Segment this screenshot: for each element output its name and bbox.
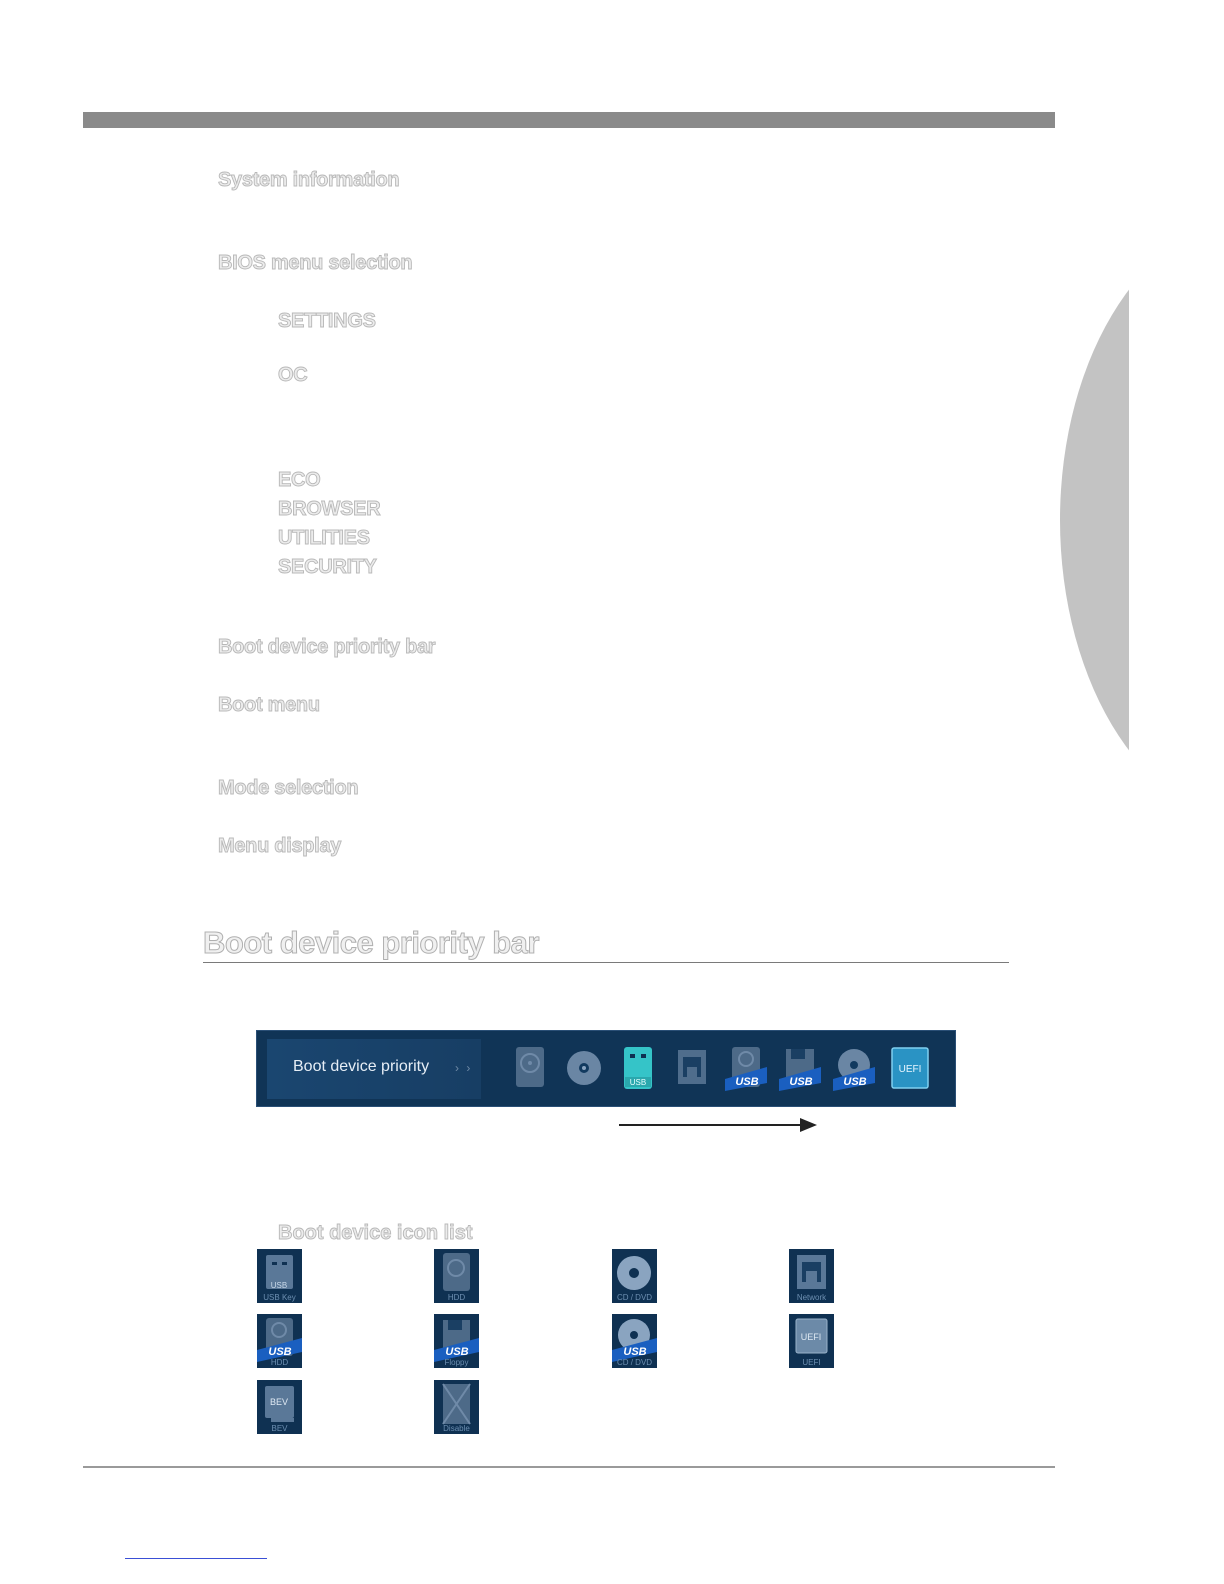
svg-text:UEFI: UEFI <box>800 1332 822 1342</box>
chevron-right-icon: › › <box>455 1061 473 1075</box>
icon-caption: HDD <box>270 1358 289 1367</box>
usb-floppy-icon[interactable] <box>779 1045 821 1091</box>
menu-item-settings: SETTINGS <box>278 310 376 332</box>
svg-text:USB: USB <box>789 1076 813 1088</box>
icon-caption: UEFI <box>802 1358 821 1367</box>
cd-dvd-icon <box>612 1249 657 1303</box>
usb-cd-dvd-icon <box>612 1314 657 1368</box>
term-boot-device-priority-bar: Boot device priority bar <box>218 636 436 658</box>
menu-item-oc: OC <box>278 364 308 386</box>
icon-caption: Disable <box>443 1424 470 1433</box>
boot-device-priority-label: Boot device priority <box>293 1058 430 1075</box>
svg-text:USB: USB <box>270 1281 288 1290</box>
icon-caption: BEV <box>271 1424 288 1433</box>
usb-key-icon[interactable] <box>617 1045 659 1091</box>
term-boot-menu: Boot menu <box>218 694 320 716</box>
svg-text:BEV: BEV <box>269 1397 289 1407</box>
menu-item-browser: BROWSER <box>278 498 381 520</box>
usb-hdd-icon <box>257 1314 302 1368</box>
icon-caption: USB Key <box>263 1293 296 1302</box>
usb-cd-dvd-icon[interactable] <box>833 1045 875 1091</box>
icon-list-title: Boot device icon list <box>278 1222 473 1244</box>
arrow-right-icon <box>800 1118 817 1132</box>
term-mode-selection: Mode selection <box>218 777 359 799</box>
term-menu-display: Menu display <box>218 835 342 857</box>
term-bios-menu-selection: BIOS menu selection <box>218 252 413 274</box>
icon-caption: CD / DVD <box>616 1293 653 1302</box>
footer-rule <box>83 1466 1055 1468</box>
menu-item-security: SECURITY <box>278 556 377 578</box>
svg-text:USB: USB <box>735 1076 759 1088</box>
svg-text:UEFI: UEFI <box>898 1064 922 1075</box>
svg-text:USB: USB <box>629 1078 647 1087</box>
icon-caption: Floppy <box>444 1358 469 1367</box>
uefi-icon[interactable] <box>889 1045 931 1091</box>
cd-dvd-icon[interactable] <box>563 1045 605 1091</box>
hdd-icon <box>434 1249 479 1303</box>
svg-text:USB: USB <box>445 1346 469 1358</box>
boot-device-priority-bar <box>256 1030 956 1107</box>
network-icon[interactable] <box>671 1045 713 1091</box>
menu-item-eco: ECO <box>278 469 321 491</box>
heading-rule <box>203 962 1009 963</box>
usb-hdd-icon[interactable] <box>725 1045 767 1091</box>
section-heading: Boot device priority bar <box>203 925 539 960</box>
bev-icon <box>257 1380 302 1434</box>
disable-icon <box>434 1380 479 1434</box>
usb-floppy-icon <box>434 1314 479 1368</box>
header-bar <box>83 112 1055 128</box>
footer-link-underline <box>125 1558 267 1559</box>
icon-caption: Network <box>796 1293 827 1302</box>
hdd-icon[interactable] <box>509 1045 551 1091</box>
uefi-icon <box>789 1314 834 1368</box>
usb-key-icon <box>257 1249 302 1303</box>
network-icon <box>789 1249 834 1303</box>
svg-text:USB: USB <box>623 1346 647 1358</box>
svg-text:USB: USB <box>268 1346 292 1358</box>
icon-caption: HDD <box>447 1293 466 1302</box>
priority-arrow <box>619 1124 803 1126</box>
icon-caption: CD / DVD <box>616 1358 653 1367</box>
svg-text:USB: USB <box>843 1076 867 1088</box>
term-system-information: System information <box>218 169 400 191</box>
menu-item-utilities: UTILITIES <box>278 527 370 549</box>
